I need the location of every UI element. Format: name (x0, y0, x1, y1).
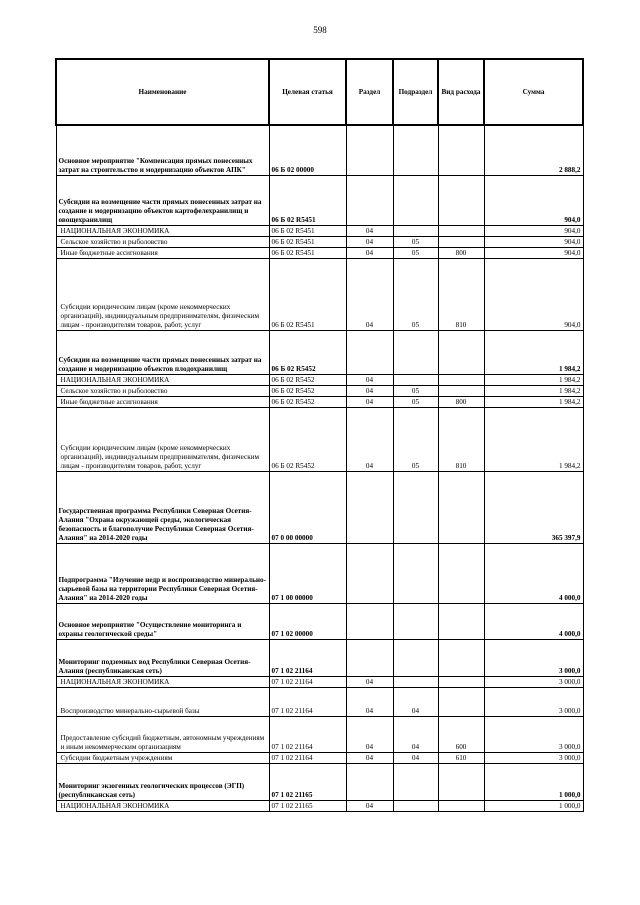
cell-section: 04 (346, 407, 393, 471)
cell-section: 04 (346, 752, 393, 763)
cell-type: 610 (438, 752, 484, 763)
cell-subsection (393, 676, 438, 687)
cell-name: Субсидии юридическим лицам (кроме некоммерческих организаций), индивидуальным предпринимателям, физическим лицам - производителям товаров, работ, услуг (56, 407, 269, 471)
cell-target: 07 1 02 21164 (269, 752, 346, 763)
cell-section (346, 125, 393, 175)
cell-sum: 904,0 (484, 175, 583, 225)
table-row (56, 687, 583, 716)
cell-name: НАЦИОНАЛЬНАЯ ЭКОНОМИКА (56, 800, 269, 811)
cell-subsection (393, 125, 438, 175)
cell-sum: 904,0 (484, 236, 583, 247)
cell-sum: 1 000,0 (484, 763, 583, 800)
cell-name: НАЦИОНАЛЬНАЯ ЭКОНОМИКА (56, 676, 269, 687)
cell-section: 04 (346, 800, 393, 811)
cell-type (438, 543, 484, 603)
cell-subsection (393, 374, 438, 385)
cell-section (346, 330, 393, 374)
cell-target: 06 Б 02 R5452 (269, 396, 346, 407)
cell-sum: 904,0 (484, 247, 583, 258)
cell-type: 810 (438, 407, 484, 471)
cell-subsection (393, 603, 438, 639)
cell-subsection: 05 (393, 236, 438, 247)
cell-section: 04 (346, 687, 393, 716)
cell-sum: 2 888,2 (484, 125, 583, 175)
cell-subsection: 04 (393, 752, 438, 763)
cell-target: 06 Б 02 R5451 (269, 258, 346, 330)
cell-name: Основное мероприятие "Осуществление мониторинга и охраны геологической среды" (56, 603, 269, 639)
cell-type (438, 175, 484, 225)
cell-name: Иные бюджетные ассигнования (56, 396, 269, 407)
cell-subsection: 04 (393, 716, 438, 752)
cell-target: 07 1 02 21164 (269, 687, 346, 716)
cell-section: 04 (346, 716, 393, 752)
cell-name: Мониторинг экзогенных геологических процессов (ЭГП) (республиканская сеть) (56, 763, 269, 800)
table-row (56, 175, 583, 225)
cell-target: 06 Б 02 R5451 (269, 225, 346, 236)
header-name: Наименование (56, 59, 269, 125)
cell-type (438, 125, 484, 175)
cell-sum: 4 000,0 (484, 543, 583, 603)
cell-type: 800 (438, 396, 484, 407)
cell-sum: 365 397,9 (484, 471, 583, 543)
cell-section: 04 (346, 225, 393, 236)
cell-name: Воспроизводство минерально-сырьевой базы (56, 687, 269, 716)
table-header-row (56, 59, 583, 125)
cell-target: 06 Б 02 R5451 (269, 236, 346, 247)
cell-target: 06 Б 02 R5452 (269, 330, 346, 374)
cell-type (438, 763, 484, 800)
cell-name: Субсидии на возмещение части прямых понесенных затрат на создание и модернизацию объектов плодохранилищ (56, 330, 269, 374)
table-row (56, 716, 583, 752)
header-target: Целевая статья (269, 59, 346, 125)
cell-target: 06 Б 02 R5451 (269, 247, 346, 258)
cell-name: Сельское хозяйство и рыболовство (56, 236, 269, 247)
cell-name: НАЦИОНАЛЬНАЯ ЭКОНОМИКА (56, 225, 269, 236)
cell-target: 06 Б 02 R5452 (269, 374, 346, 385)
cell-section (346, 543, 393, 603)
cell-type (438, 676, 484, 687)
cell-name: Государственная программа Республики Северная Осетия-Алания "Охрана окружающей среды, экологическая безопасность и благополучие Республики Северная Осетия-Алания" на 2014-2020 годы (56, 471, 269, 543)
cell-subsection (393, 800, 438, 811)
cell-subsection: 05 (393, 385, 438, 396)
table-row (56, 800, 583, 811)
cell-target: 06 Б 02 R5452 (269, 385, 346, 396)
cell-section (346, 471, 393, 543)
cell-subsection: 05 (393, 258, 438, 330)
header-subsection: Подраздел (393, 59, 438, 125)
cell-subsection (393, 639, 438, 676)
cell-subsection: 05 (393, 247, 438, 258)
cell-type: 600 (438, 716, 484, 752)
cell-section: 04 (346, 676, 393, 687)
budget-table (55, 58, 584, 812)
header-section: Раздел (346, 59, 393, 125)
cell-section: 04 (346, 396, 393, 407)
cell-target: 07 1 02 21164 (269, 639, 346, 676)
cell-target: 06 Б 02 00000 (269, 125, 346, 175)
cell-type (438, 374, 484, 385)
cell-target: 07 0 00 00000 (269, 471, 346, 543)
cell-subsection (393, 471, 438, 543)
cell-target: 07 1 02 21164 (269, 716, 346, 752)
cell-section: 04 (346, 236, 393, 247)
cell-subsection: 05 (393, 396, 438, 407)
header-type: Вид расхода (438, 59, 484, 125)
cell-name: Предоставление субсидий бюджетным, автономным учреждениям и иным некоммерческим организациям (56, 716, 269, 752)
table-row (56, 258, 583, 330)
cell-type (438, 225, 484, 236)
cell-target: 07 1 02 21164 (269, 676, 346, 687)
table-row (56, 407, 583, 471)
cell-sum: 3 000,0 (484, 716, 583, 752)
cell-section: 04 (346, 258, 393, 330)
cell-sum: 904,0 (484, 225, 583, 236)
table-row (56, 247, 583, 258)
cell-section: 04 (346, 385, 393, 396)
cell-name: Иные бюджетные ассигнования (56, 247, 269, 258)
table-row (56, 639, 583, 676)
cell-sum: 1 984,2 (484, 330, 583, 374)
cell-subsection: 04 (393, 687, 438, 716)
cell-target: 06 Б 02 R5452 (269, 407, 346, 471)
cell-sum: 3 000,0 (484, 676, 583, 687)
cell-subsection (393, 330, 438, 374)
cell-name: Сельское хозяйство и рыболовство (56, 385, 269, 396)
cell-section: 04 (346, 374, 393, 385)
page-number: 598 (313, 25, 327, 35)
table-row (56, 225, 583, 236)
cell-subsection: 05 (393, 407, 438, 471)
table-row (56, 603, 583, 639)
cell-type: 800 (438, 247, 484, 258)
cell-type (438, 603, 484, 639)
cell-name: Основное мероприятие "Компенсация прямых понесенных затрат на строительство и модернизацию объектов АПК" (56, 125, 269, 175)
table-row (56, 763, 583, 800)
cell-sum: 3 000,0 (484, 639, 583, 676)
cell-subsection (393, 175, 438, 225)
cell-sum: 4 000,0 (484, 603, 583, 639)
cell-section (346, 175, 393, 225)
cell-name: Мониторинг подземных вод Республики Северная Осетия-Алания (республиканская сеть) (56, 639, 269, 676)
cell-name: Субсидии бюджетным учреждениям (56, 752, 269, 763)
cell-name: Подпрограмма "Изучение недр и воспроизводство минерально-сырьевой базы на территории Республики Северная Осетия-Алания" на 2014-2020 годы (56, 543, 269, 603)
cell-subsection (393, 225, 438, 236)
cell-subsection (393, 543, 438, 603)
cell-target: 07 1 02 21165 (269, 800, 346, 811)
cell-section (346, 603, 393, 639)
cell-sum: 1 984,2 (484, 396, 583, 407)
cell-sum: 3 000,0 (484, 752, 583, 763)
table-row (56, 543, 583, 603)
cell-section (346, 639, 393, 676)
cell-sum: 904,0 (484, 258, 583, 330)
cell-type (438, 687, 484, 716)
table-row (56, 385, 583, 396)
cell-target: 07 1 00 00000 (269, 543, 346, 603)
cell-sum: 3 000,0 (484, 687, 583, 716)
cell-type (438, 639, 484, 676)
cell-sum: 1 000,0 (484, 800, 583, 811)
table-row (56, 676, 583, 687)
cell-name: Субсидии на возмещение части прямых понесенных затрат на создание и модернизацию объектов картофелехранилищ и овощехранилищ (56, 175, 269, 225)
table-row (56, 125, 583, 175)
cell-section (346, 763, 393, 800)
cell-sum: 1 984,2 (484, 407, 583, 471)
table-row (56, 374, 583, 385)
cell-sum: 1 984,2 (484, 374, 583, 385)
cell-type (438, 471, 484, 543)
cell-type: 810 (438, 258, 484, 330)
cell-sum: 1 984,2 (484, 385, 583, 396)
cell-type (438, 385, 484, 396)
table-row (56, 471, 583, 543)
table-row (56, 752, 583, 763)
cell-target: 07 1 02 21165 (269, 763, 346, 800)
cell-type (438, 236, 484, 247)
table-row (56, 330, 583, 374)
cell-type (438, 330, 484, 374)
cell-section: 04 (346, 247, 393, 258)
cell-name: НАЦИОНАЛЬНАЯ ЭКОНОМИКА (56, 374, 269, 385)
cell-name: Субсидии юридическим лицам (кроме некоммерческих организаций), индивидуальным предпринимателям, физическим лицам - производителям товаров, работ, услуг (56, 258, 269, 330)
cell-target: 07 1 02 00000 (269, 603, 346, 639)
cell-subsection (393, 763, 438, 800)
table-row (56, 236, 583, 247)
table-row (56, 396, 583, 407)
cell-target: 06 Б 02 R5451 (269, 175, 346, 225)
cell-type (438, 800, 484, 811)
header-sum: Сумма (484, 59, 583, 125)
